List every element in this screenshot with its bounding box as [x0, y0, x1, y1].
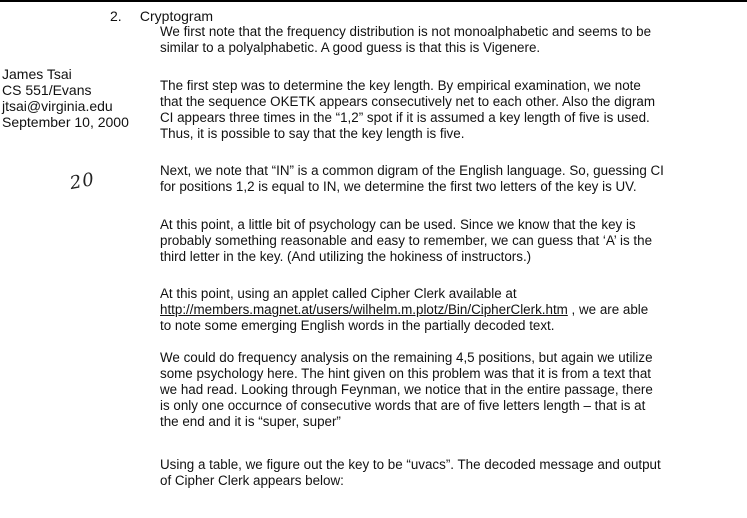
- author-block: [2, 66, 129, 130]
- paragraph-psychology: [160, 217, 652, 265]
- text-line: we had read. Looking through Feynman, we notice that in the entire passage, there: [160, 382, 653, 397]
- paragraph-key-result: [160, 457, 661, 489]
- section-number: 2.: [110, 8, 122, 24]
- text-line: probably something reasonable and easy to remember, we can guess that ‘A’ is the: [160, 233, 653, 248]
- author-email: jtsai@virginia.edu: [2, 98, 113, 114]
- text-line: Thus, it is possible to say that the key length is five.: [160, 126, 465, 141]
- top-border: [0, 0, 747, 2]
- paragraph-digram: [160, 163, 664, 195]
- text-line: The first step was to determine the key length. By empirical examination, we note: [160, 78, 641, 93]
- handwritten-grade: 20: [68, 169, 97, 195]
- author-date: September 10, 2000: [2, 114, 129, 130]
- text-line: Next, we note that “IN” is a common digram of the English language. So, guessing CI: [160, 163, 664, 178]
- text-line: of Cipher Clerk appears below:: [160, 473, 344, 488]
- section-title: Cryptogram: [139, 8, 214, 24]
- text-line: some psychology here. The hint given on this problem was that it is from a text that: [160, 366, 651, 381]
- cipher-clerk-link[interactable]: http://members.magnet.at/users/wilhelm.m.plotz/Bin/CipherClerk.htm: [160, 302, 568, 317]
- text-line: for positions 1,2 is equal to IN, we determine the first two letters of the key is UV.: [160, 179, 637, 194]
- text-line: Using a table, we figure out the key to be “uvacs”. The decoded message and output: [160, 457, 661, 472]
- text-line: the end and it is “super, super”: [160, 414, 341, 429]
- author-name: James Tsai: [2, 66, 72, 82]
- text-fragment: , we are able: [567, 302, 649, 317]
- text-line: We first note that the frequency distribution is not monoalphabetic and seems to be: [160, 24, 652, 39]
- text-line: We could do frequency analysis on the remaining 4,5 positions, but again we utilize: [160, 350, 653, 365]
- text-line: similar to a polyalphabetic. A good guess is that this is Vigenere.: [160, 40, 541, 55]
- text-line: that the sequence OKETK appears consecutively net to each other. Also the digram: [160, 94, 656, 109]
- paragraph-intro: [160, 24, 651, 56]
- paragraph-key-length: [160, 78, 655, 142]
- text-line: [160, 302, 648, 318]
- section-heading: [110, 8, 213, 25]
- text-line: to note some emerging English words in the partially decoded text.: [160, 318, 555, 333]
- text-line: third letter in the key. (And utilizing the hokiness of instructors.): [160, 249, 532, 264]
- paragraph-frequency: [160, 350, 653, 430]
- text-line: At this point, a little bit of psychology can be used. Since we know that the key is: [160, 217, 636, 232]
- author-course: CS 551/Evans: [2, 82, 92, 98]
- text-line: At this point, using an applet called Cipher Clerk available at: [160, 286, 517, 301]
- text-line: is only one occurnce of consecutive words that are of five letters length – that is at: [160, 398, 646, 413]
- paragraph-cipher-clerk: [160, 286, 648, 334]
- text-line: CI appears three times in the “1,2” spot if it is assumed a key length of five is used.: [160, 110, 650, 125]
